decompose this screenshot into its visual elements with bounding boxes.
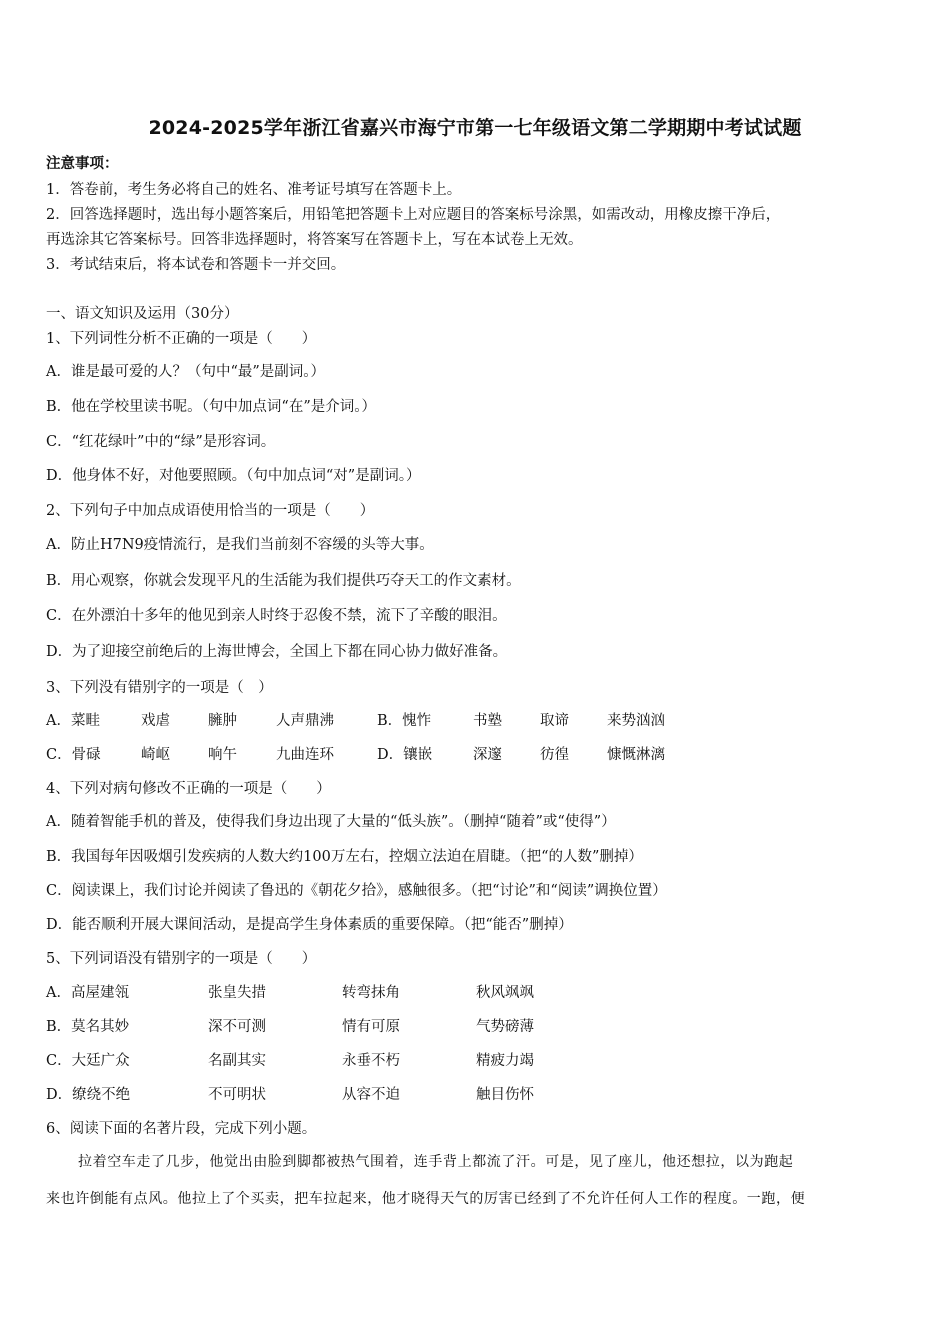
question-2-option-b: B．用心观察，你就会发现平凡的生活能为我们提供巧夺天工的作文素材。 [46,573,521,589]
question-3-row1-item: 臃肿 [208,713,237,729]
question-3-row1-item: B．愧怍 [377,713,432,729]
question-5-cell: 深不可测 [208,1019,266,1035]
question-3-row2-item: D．镶嵌 [377,747,433,763]
question-3-row1-item: 戏虐 [141,713,170,729]
question-5-cell: C．大廷广众 [46,1053,130,1069]
question-3-row1-item: 人声鼎沸 [276,713,334,729]
question-3-row2-item: C．骨碌 [46,747,101,763]
reading-paragraph-line-1: 拉着空车走了几步，他觉出由脸到脚都被热气围着，连手背上都流了汗。可是，见了座儿，他还想拉，以为跑起 [78,1154,794,1170]
question-5-cell: 不可明状 [208,1087,266,1103]
question-5-stem: 5、下列词语没有错别字的一项是（ ） [46,951,317,967]
question-3-row2-item: 崎岖 [141,747,170,763]
question-3-stem: 3、下列没有错别字的一项是（ ） [46,680,273,696]
section-heading: 一、语文知识及运用（30分） [46,306,239,322]
notice-item-1: 1．答卷前，考生务必将自己的姓名、准考证号填写在答题卡上。 [46,182,462,198]
question-4-option-a: A．随着智能手机的普及，使得我们身边出现了大量的“低头族”。（删掉“随着”或“使得”） [46,814,616,830]
question-3-row2-item: 响午 [208,747,237,763]
reading-paragraph-line-2: 来也许倒能有点风。他拉上了个买卖，把车拉起来，他才晓得天气的厉害已经到了不允许任何人工作的程度。一跑，便 [46,1191,806,1207]
question-5-cell: 秋风飒飒 [476,985,534,1001]
question-3-row1-item: 书塾 [473,713,502,729]
question-1-option-b: B．他在学校里读书呢。（句中加点词“在”是介词。） [46,399,376,415]
question-5-cell: 转弯抹角 [342,985,400,1001]
question-5-cell: 精疲力竭 [476,1053,534,1069]
question-5-cell: A．高屋建瓴 [46,985,129,1001]
question-1-option-d: D．他身体不好，对他要照顾。（句中加点词“对”是副词。） [46,468,421,484]
question-4-option-b: B．我国每年因吸烟引发疾病的人数大约100万左右，控烟立法迫在眉睫。（把“的人数”删掉） [46,849,643,865]
question-4-option-d: D．能否顺利开展大课间活动，是提高学生身体素质的重要保障。（把“能否”删掉） [46,917,573,933]
question-3-row2-item: 九曲连环 [276,747,334,763]
notice-item-2: 2．回答选择题时，选出每小题答案后，用铅笔把答题卡上对应题目的答案标号涂黑，如需改动，用橡皮擦干净后， [46,207,781,223]
question-2-option-a: A．防止H7N9疫情流行，是我们当前刻不容缓的头等大事。 [46,537,434,553]
question-3-row2-item: 彷徨 [540,747,569,763]
question-3-row2-item: 慷慨淋漓 [607,747,665,763]
question-5-cell: B．莫名其妙 [46,1019,130,1035]
question-5-cell: 情有可原 [342,1019,400,1035]
question-3-row1-item: 取谛 [540,713,569,729]
question-5-cell: 从容不迫 [342,1087,400,1103]
question-1-stem: 1、下列词性分析不正确的一项是（ ） [46,331,317,347]
question-5-cell: 触目伤怀 [476,1087,534,1103]
question-4-stem: 4、下列对病句修改不正确的一项是（ ） [46,781,331,797]
question-5-cell: 张皇失措 [208,985,266,1001]
question-5-cell: D．缭绕不绝 [46,1087,131,1103]
question-2-stem: 2、下列句子中加点成语使用恰当的一项是（ ） [46,503,375,519]
notice-heading: 注意事项： [46,155,119,172]
question-5-cell: 名副其实 [208,1053,266,1069]
notice-item-2-cont: 再选涂其它答案标号。回答非选择题时，将答案写在答题卡上，写在本试卷上无效。 [46,232,583,248]
question-6-stem: 6、阅读下面的名著片段，完成下列小题。 [46,1121,317,1137]
question-2-option-c: C．在外漂泊十多年的他见到亲人时终于忍俊不禁，流下了辛酸的眼泪。 [46,608,507,624]
question-1-option-a: A．谁是最可爱的人？（句中“最”是副词。） [46,364,326,380]
question-5-cell: 永垂不朽 [342,1053,400,1069]
question-1-option-c: C．“红花绿叶”中的“绿”是形容词。 [46,434,276,450]
question-5-cell: 气势磅薄 [476,1019,534,1035]
question-3-row1-item: A．菜畦 [46,713,100,729]
notice-item-3: 3．考试结束后，将本试卷和答题卡一并交回。 [46,257,346,273]
question-3-row2-item: 深邃 [473,747,502,763]
question-3-row1-item: 来势汹汹 [607,713,665,729]
question-2-option-d: D．为了迎接空前绝后的上海世博会，全国上下都在同心协力做好准备。 [46,644,508,660]
page-title: 2024-2025学年浙江省嘉兴市海宁市第一七年级语文第二学期期中考试试题 [148,117,802,139]
question-4-option-c: C．阅读课上，我们讨论并阅读了鲁迅的《朝花夕拾》，感触很多。（把“讨论”和“阅读”调换位置） [46,883,667,899]
